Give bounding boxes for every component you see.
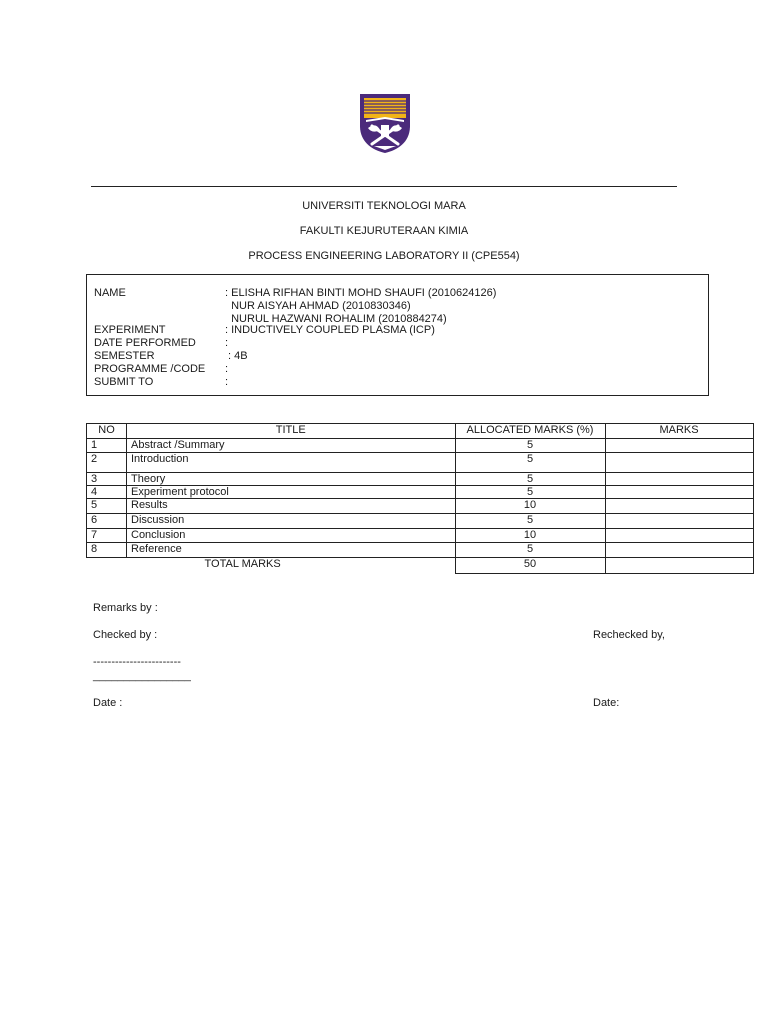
row-title: Reference: [127, 543, 456, 558]
uitm-crest-icon: [358, 92, 412, 154]
signature-underline: ________________: [93, 670, 191, 682]
row-allocated: 5: [455, 543, 605, 558]
signature-dashes: ------------------------: [93, 656, 181, 668]
table-row: [87, 529, 754, 543]
total-label: TOTAL MARKS: [204, 558, 281, 570]
row-title: Experiment protocol: [127, 486, 456, 499]
header-allocated-marks: ALLOCATED MARKS (%): [455, 424, 605, 439]
semester-label: SEMESTER: [94, 350, 155, 362]
row-marks: [605, 514, 753, 529]
total-marks: [605, 558, 753, 574]
university-name: UNIVERSITI TEKNOLOGI MARA: [302, 200, 466, 212]
semester-value: : 4B: [225, 350, 248, 362]
table-row: [87, 473, 754, 486]
row-no: 4: [87, 486, 127, 499]
row-allocated: 10: [455, 529, 605, 543]
report-info-box: [86, 274, 709, 396]
row-no: 6: [87, 514, 127, 529]
checked-by-label: Checked by :: [93, 629, 158, 641]
name-label: NAME: [94, 287, 126, 299]
row-allocated: 5: [455, 453, 605, 473]
submit-to-value: :: [225, 376, 229, 388]
total-allocated: 50: [455, 558, 605, 574]
row-no: 1: [87, 439, 127, 453]
row-marks: [605, 453, 753, 473]
table-row: [87, 486, 754, 499]
row-title: Theory: [127, 473, 456, 486]
header-title: TITLE: [127, 424, 456, 439]
row-title: Introduction: [127, 453, 456, 473]
header-marks: MARKS: [605, 424, 753, 439]
row-allocated: 5: [455, 486, 605, 499]
table-row: [87, 514, 754, 529]
date-performed-value: :: [225, 337, 229, 349]
remarks-by-label: Remarks by :: [93, 602, 158, 614]
row-allocated: 5: [455, 514, 605, 529]
row-title: Abstract /Summary: [127, 439, 456, 453]
row-allocated: 5: [455, 439, 605, 453]
table-row: [87, 499, 754, 514]
row-allocated: 5: [455, 473, 605, 486]
submit-to-label: SUBMIT TO: [94, 376, 154, 388]
row-allocated: 10: [455, 499, 605, 514]
row-no: 3: [87, 473, 127, 486]
row-title: Conclusion: [127, 529, 456, 543]
name-value-1: : ELISHA RIFHAN BINTI MOHD SHAUFI (2010624126): [225, 287, 497, 299]
row-marks: [605, 529, 753, 543]
row-title: Discussion: [127, 514, 456, 529]
faculty-name: FAKULTI KEJURUTERAAN KIMIA: [299, 225, 469, 237]
row-title: Results: [127, 499, 456, 514]
date-left-label: Date :: [93, 697, 123, 709]
course-name: PROCESS ENGINEERING LABORATORY II (CPE554): [248, 250, 520, 262]
row-no: 5: [87, 499, 127, 514]
date-performed-label: DATE PERFORMED: [94, 337, 196, 349]
row-marks: [605, 473, 753, 486]
row-no: 7: [87, 529, 127, 543]
row-no: 2: [87, 453, 127, 473]
experiment-value: : INDUCTIVELY COUPLED PLASMA (ICP): [225, 324, 435, 336]
row-marks: [605, 486, 753, 499]
row-marks: [605, 439, 753, 453]
programme-code-value: :: [225, 363, 229, 375]
total-row: [87, 558, 754, 574]
marks-table: [86, 423, 754, 574]
header-divider: [91, 186, 677, 187]
name-value-3: NURUL HAZWANI ROHALIM (2010884274): [225, 313, 447, 325]
name-value-2: NUR AISYAH AHMAD (2010830346): [225, 300, 411, 312]
row-marks: [605, 499, 753, 514]
programme-code-label: PROGRAMME /CODE: [94, 363, 206, 375]
row-marks: [605, 543, 753, 558]
rechecked-by-label: Rechecked by,: [593, 629, 665, 641]
table-row: [87, 453, 754, 473]
table-header-row: [87, 424, 754, 439]
date-right-label: Date:: [593, 697, 620, 709]
experiment-label: EXPERIMENT: [94, 324, 166, 336]
table-row: [87, 543, 754, 558]
header-no: NO: [87, 424, 127, 439]
row-no: 8: [87, 543, 127, 558]
table-row: [87, 439, 754, 453]
total-spacer: [87, 558, 127, 574]
